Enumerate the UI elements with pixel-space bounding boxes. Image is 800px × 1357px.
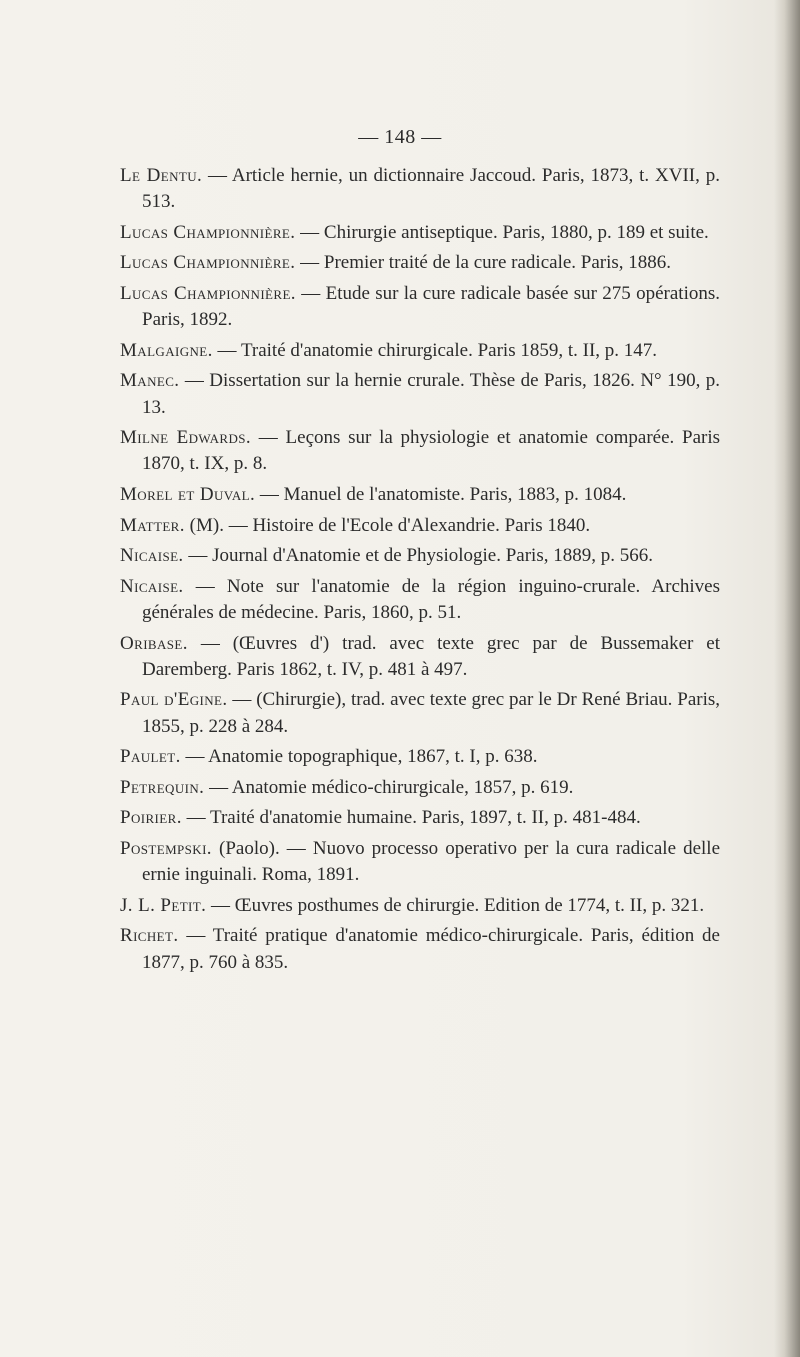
entry-text: — Traité pratique d'anatomie médico-chirurgicale. Paris, édition de 1877, p. 760 à 835.	[142, 925, 720, 973]
entry-author: Richet.	[120, 925, 179, 947]
entry-text: (Paolo). — Nuovo processo operativo per la cura radicale delle ernie inguinali. Roma, 1891.	[142, 837, 720, 886]
entry-text: — Leçons sur la physiologie et anatomie comparée. Paris 1870, t. IX, p. 8.	[142, 427, 721, 475]
entry-text: — Journal d'Anatomie et de Physiologie. Paris, 1889, p. 566.	[183, 545, 653, 567]
bibliography-entry	[120, 163, 720, 215]
bibliography-entry	[120, 687, 720, 739]
entry-text: — Œuvres posthumes de chirurgie. Edition de 1774, t. II, p. 321.	[206, 894, 705, 916]
entry-author: Matter.	[120, 514, 185, 536]
entry-text: — Anatomie médico-chirurgicale, 1857, p. 619.	[204, 776, 574, 798]
bibliography-entry	[120, 744, 720, 770]
bibliography-entry	[120, 775, 720, 801]
entry-text: — (Œuvres d') trad. avec texte grec par de Bussemaker et Daremberg. Paris 1862, t. IV, p. 481 à 497.	[142, 632, 720, 680]
entry-author: Petrequin.	[120, 776, 205, 798]
entry-text: — Anatomie topographique, 1867, t. I, p. 638.	[180, 746, 538, 768]
entry-text: — Traité d'anatomie humaine. Paris, 1897, t. II, p. 481-484.	[181, 807, 641, 829]
bibliography-entry	[120, 543, 720, 569]
bibliography-entry	[120, 482, 720, 508]
bibliography-entry	[120, 281, 720, 333]
bibliography-entry	[120, 513, 720, 539]
entry-text: — Etude sur la cure radicale basée sur 275 opérations. Paris, 1892.	[142, 282, 720, 331]
bibliography-list	[120, 163, 720, 980]
entry-text: — Note sur l'anatomie de la région inguino-crurale. Archives générales de médecine. Paris, 1860, p. 51.	[142, 575, 720, 623]
bibliography-entry	[120, 631, 720, 683]
bibliography-entry	[120, 338, 720, 364]
entry-author: Nicaise.	[120, 545, 184, 567]
entry-author: Lucas Championnière.	[120, 282, 296, 304]
entry-author: Postempski.	[120, 837, 212, 859]
entry-author: J. L. Petit.	[120, 894, 207, 916]
entry-author: Nicaise.	[120, 575, 184, 597]
entry-author: Paul d'Egine.	[120, 689, 228, 711]
bibliography-entry	[120, 923, 720, 975]
entry-author: Le Dentu.	[120, 165, 203, 186]
entry-author: Manec.	[120, 370, 180, 392]
bibliography-entry	[120, 805, 720, 831]
bibliography-entry	[120, 220, 720, 246]
bibliography-entry	[120, 893, 720, 919]
bibliography-entry	[120, 368, 720, 420]
entry-text: (M). — Histoire de l'Ecole d'Alexandrie. Paris 1840.	[184, 514, 591, 536]
bibliography-entry	[120, 836, 720, 888]
entry-author: Milne Edwards.	[120, 427, 252, 449]
entry-author: Paulet.	[120, 746, 181, 768]
entry-author: Poirier.	[120, 807, 182, 829]
entry-text: — Dissertation sur la hernie crurale. Thèse de Paris, 1826. N° 190, p. 13.	[142, 370, 720, 418]
entry-text: — Article hernie, un dictionnaire Jaccoud. Paris, 1873, t. XVII, p. 513.	[142, 165, 720, 213]
entry-author: Morel et Duval.	[120, 483, 256, 505]
entry-text: — Premier traité de la cure radicale. Paris, 1886.	[295, 252, 672, 274]
bibliography-entry	[120, 250, 720, 276]
entry-text: — (Chirurgie), trad. avec texte grec par le Dr René Briau. Paris, 1855, p. 228 à 284.	[142, 689, 720, 737]
entry-author: Lucas Championnière.	[120, 252, 296, 274]
entry-text: — Manuel de l'anatomiste. Paris, 1883, p. 1084.	[255, 483, 627, 505]
entry-author: Malgaigne.	[120, 339, 213, 361]
page-edge-shadow	[774, 0, 800, 1357]
page-number: — 148 —	[358, 126, 442, 148]
entry-author: Lucas Championnière.	[120, 221, 296, 243]
entry-text: — Traité d'anatomie chirurgicale. Paris 1859, t. II, p. 147.	[212, 339, 658, 361]
entry-author: Oribase.	[120, 632, 188, 654]
entry-text: — Chirurgie antiseptique. Paris, 1880, p. 189 et suite.	[295, 221, 709, 243]
bibliography-entry	[120, 574, 720, 626]
bibliography-entry	[120, 425, 720, 477]
